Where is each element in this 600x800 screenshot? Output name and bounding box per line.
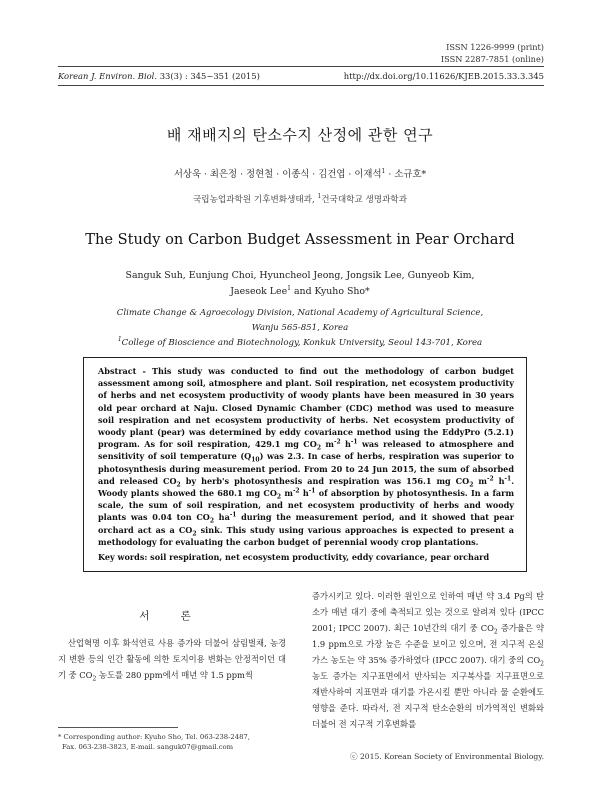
abstract-sub: 2 bbox=[316, 444, 321, 452]
affiliation-english bbox=[0, 306, 600, 351]
abstract-text bbox=[98, 365, 514, 548]
text-sub: 2 bbox=[540, 660, 544, 668]
abstract-seg: was released to atmosphere and sensitivity of soil temperature (Q bbox=[98, 439, 515, 462]
affil-english-line3 bbox=[0, 336, 600, 351]
intro-paragraph-left bbox=[58, 635, 286, 683]
authors-english bbox=[0, 268, 600, 300]
abstract-seg: m bbox=[281, 488, 293, 499]
body-column-left bbox=[58, 588, 286, 683]
authors-english-line1: Sanguk Suh, Eunjung Choi, Hyuncheol Jeong, Jongsik Lee, Gunyeob Kim, bbox=[125, 270, 475, 281]
keywords: Key words: soil respiration, net ecosystem productivity, eddy covariance, pear orchard bbox=[98, 552, 490, 562]
abstract-seg: m bbox=[321, 439, 334, 450]
footnote-line2: Fax. 063-238-3823, E-mail. sanguk07@gmail.com bbox=[62, 743, 234, 751]
affiliation-korean bbox=[0, 193, 600, 205]
title-korean: 배 재배지의 탄소수지 산정에 관한 연구 bbox=[166, 126, 434, 144]
text-seg: 산업혁명 이후 화석연료 사용 증가와 더불어 삼림벌채, 농경지 변환 등의 인간 활동에 의한 토지이용 변화는 안정적이던 대기 중 CO bbox=[58, 638, 286, 680]
abstract-seg: ha bbox=[214, 512, 230, 523]
affil-english-line3-text: College of Bioscience and Biotechnology, Konkuk University, Seoul 143-701, Korea bbox=[121, 338, 483, 348]
abstract-sup: -2 bbox=[292, 487, 300, 495]
journal-header-bar bbox=[58, 66, 544, 86]
affil-korean-first: 국립농업과학원 기후변화생태과, bbox=[193, 195, 315, 205]
abstract-seg: h bbox=[299, 488, 309, 499]
author-sho: and Kyuho Sho* bbox=[290, 286, 370, 297]
abstract-seg: m bbox=[473, 475, 487, 486]
issn-online: ISSN 2287-7851 (online) bbox=[440, 54, 544, 64]
abstract-seg: Abstract - This study was conducted to find out the methodology of carbon budget assessment among soil, atmosphere and plant. Soil respiration, net ecosystem productivity of herbs and net ecosystem productivity of woody plants have been measured in 30 years old pear orchard at Naju. Closed Dynamic Chamber (CDC) method was used to measure soil respiration and net ecosystem productivity of herbs. Net ecosystem productivity of woody plant (pear) was determined by eddy covariance method using the EddyPro (5.2.1) program. As for soil respiration, 429.1 mg CO bbox=[98, 366, 514, 450]
volume-pages: 33(3) : 345~351 (2015) bbox=[159, 71, 260, 81]
text-sub: 2 bbox=[493, 628, 498, 636]
footnote-line1: * Corresponding author: Kyuho Sho, Tel. 063-238-2487, bbox=[58, 733, 250, 741]
authors-english-line2 bbox=[0, 284, 600, 300]
affil-marker: 1 bbox=[287, 284, 291, 292]
title-english: The Study on Carbon Budget Assessment in Pear Orchard bbox=[85, 231, 515, 248]
intro-paragraph-right bbox=[312, 588, 544, 732]
abstract-seg: h bbox=[340, 439, 351, 450]
affil-korean-second: 건국대학교 생명과학과 bbox=[321, 195, 407, 205]
text-seg: 증가시키고 있다. 이러한 원인으로 인하여 매년 약 3.4 Pg의 탄소가 매년 대기 중에 축적되고 있는 것으로 알려져 있다 (IPCC 2001; IPCC 2007). 최근 10년간의 대기 중 CO bbox=[312, 591, 544, 633]
abstract-sup: -1 bbox=[229, 511, 237, 519]
authors-korean bbox=[0, 166, 600, 180]
affil-marker: 1 bbox=[117, 336, 122, 344]
abstract-seg: sink. This study using various approaches is expected to present a methodology for evaluating the carbon budget of perennial woody crop plantations. bbox=[98, 524, 514, 547]
issn-block bbox=[441, 41, 544, 65]
abstract-sub: 2 bbox=[209, 518, 215, 526]
abstract-sup: -1 bbox=[504, 475, 512, 483]
corresponding-author-footnote bbox=[58, 732, 298, 752]
authors-korean-last: · 소규호* bbox=[385, 169, 427, 180]
doi-link[interactable]: http://dx.doi.org/10.11626/KJEB.2015.33.3.345 bbox=[343, 71, 544, 81]
affil-marker: 1 bbox=[381, 167, 386, 175]
journal-name: Korean J. Environ. Biol. bbox=[58, 71, 158, 81]
author-lee: Jaeseok Lee bbox=[230, 286, 288, 297]
abstract-box bbox=[83, 357, 527, 572]
body-column-right bbox=[312, 588, 544, 732]
issn-print: ISSN 1226-9999 (print) bbox=[446, 42, 544, 52]
abstract-sub: 2 bbox=[276, 493, 282, 501]
abstract-sup: -1 bbox=[350, 438, 358, 446]
abstract-sub: 2 bbox=[469, 481, 474, 489]
abstract-seg: of absorption by photosynthesis. In a farm scale, the sum of soil respiration, and net ecosystem productivity of herbs and woody plants was 0.04 ton CO bbox=[98, 488, 515, 523]
abstract-seg: . Woody plants showed the 680.1 mg CO bbox=[98, 475, 515, 499]
authors-korean-main: 서상욱 · 최은정 · 정현철 · 이종식 · 김건엽 · 이재석 bbox=[173, 169, 382, 180]
abstract-sub: 2 bbox=[192, 530, 197, 538]
abstract-seg: h bbox=[493, 475, 505, 486]
text-seg: 농도 증가는 지구표면에서 반사되는 지구복사를 지구표면으로 재반사하여 지표면과 대기를 가온시킬 뿐만 아니라 물 순환에도 영향을 준다. 따라서, 전 지구적 탄소순환의 비가역적인 변화와 더불어 전 지구적 기후변화를 bbox=[312, 671, 544, 729]
text-seg: 농도를 280 ppm에서 매년 약 1.5 ppm씩 bbox=[96, 670, 253, 680]
copyright-notice: ⓒ 2015. Korean Society of Environmental Biology. bbox=[349, 752, 544, 761]
affil-marker: 1 bbox=[317, 193, 322, 201]
section-title-introduction: 서 론 bbox=[139, 610, 205, 622]
affil-english-line1: Climate Change & Agroecology Division, National Academy of Agricultural Science, bbox=[116, 308, 484, 318]
abstract-sup: -2 bbox=[486, 475, 494, 483]
abstract-sub: 10 bbox=[251, 457, 260, 465]
journal-reference bbox=[58, 71, 260, 81]
abstract-seg: by herb's photosynthesis and respiration was 156.1 mg CO bbox=[180, 475, 470, 486]
text-seg: 증가율은 약 1.9 ppm으로 가장 높은 수준을 보이고 있으며, 전 지구적 온실가스 농도는 약 35% 증가하였다 (IPCC 2007). 대기 중의 CO bbox=[312, 623, 544, 665]
text-sub: 2 bbox=[92, 675, 97, 683]
abstract-sup: -1 bbox=[308, 487, 316, 495]
footnote-divider bbox=[58, 727, 178, 728]
abstract-seg: during the measurement period, and it showed that pear orchard act as a CO bbox=[98, 512, 514, 535]
affil-english-line2: Wanju 565-851, Korea bbox=[251, 323, 349, 333]
abstract-sup: -2 bbox=[333, 438, 341, 446]
abstract-sub: 2 bbox=[176, 481, 181, 489]
abstract-seg: ) was 2.3. In case of herbs, respiration was superior to photosynthesis during measurement period. From 20 to 24 Jun 2015, the sum of absorbed and released CO bbox=[98, 451, 515, 486]
